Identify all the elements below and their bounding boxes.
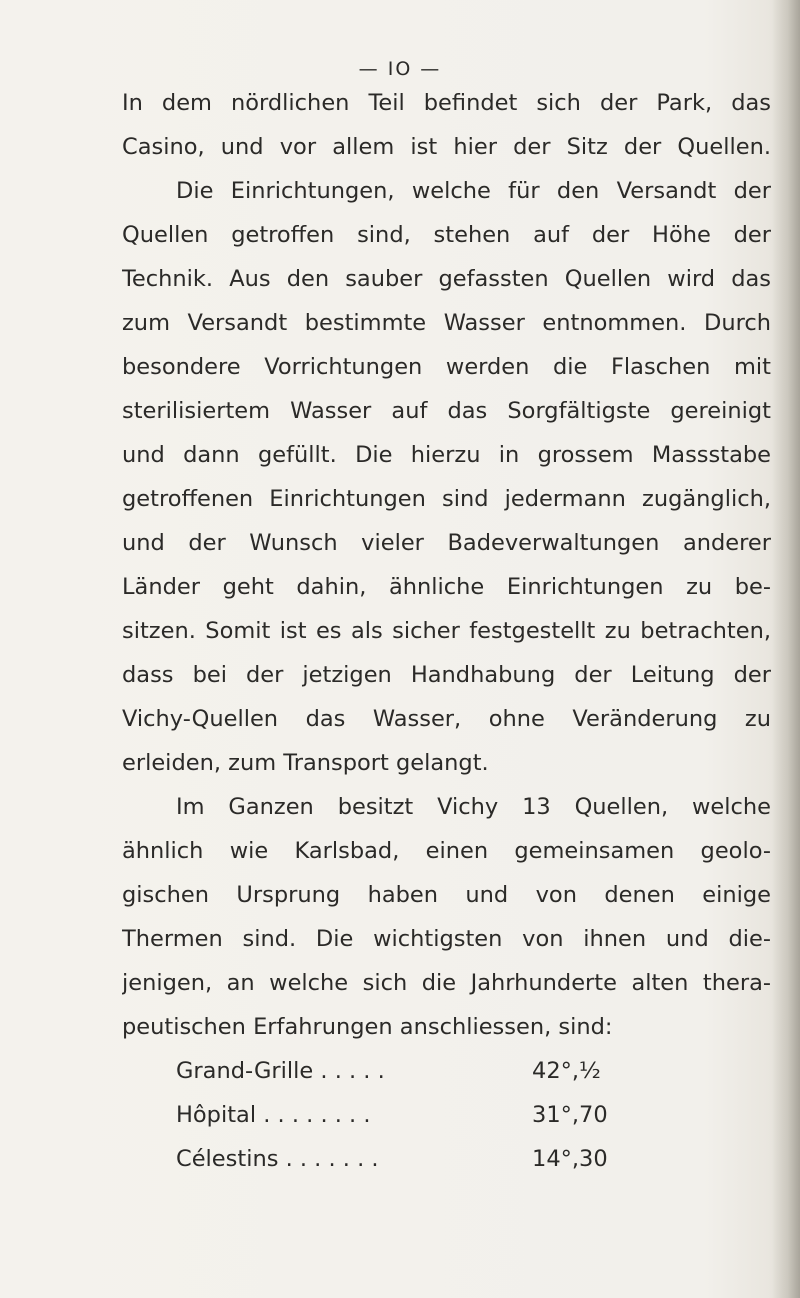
paragraph-2-line: Thermen sind. Die wichtigsten von ihnen und die- [122,926,771,952]
paragraph-1-line: Die Einrichtungen, welche für den Versandt der [176,178,771,204]
paragraph-1-line: zum Versandt bestimmte Wasser entnommen. Durch [122,310,771,336]
spring-name: Hôpital . . . . . . . . [176,1102,371,1128]
paragraph-2-line: Im Ganzen besitzt Vichy 13 Quellen, welche [176,794,771,820]
spring-name: Célestins . . . . . . . [176,1146,379,1172]
spring-temperature: 42°,½ [532,1058,601,1084]
paragraph-1-line: getroffenen Einrichtungen sind jedermann zugänglich, [122,486,771,512]
paragraph-1-line: und dann gefüllt. Die hierzu in grossem Massstabe [122,442,771,468]
paragraph-2-line: jenigen, an welche sich die Jahrhunderte alten thera- [122,970,771,996]
paragraph-1-line: dass bei der jetzigen Handhabung der Leitung der [122,662,771,688]
spring-temperature: 31°,70 [532,1102,608,1128]
paragraph-1-line: besondere Vorrichtungen werden die Flaschen mit [122,354,771,380]
paragraph-2-line: ähnlich wie Karlsbad, einen gemeinsamen geolo- [122,838,771,864]
spring-entry [176,1049,696,1093]
paragraph-2-line: peutischen Erfahrungen anschliessen, sind: [122,1014,613,1040]
paragraph-1-line: erleiden, zum Transport gelangt. [122,750,489,776]
paragraph-1-line: In dem nördlichen Teil befindet sich der Park, das [122,90,771,116]
paragraph-1-line: Technik. Aus den sauber gefassten Quellen wird das [122,266,771,292]
page-number: — IO — [358,58,442,80]
paragraph-1-line: Vichy-Quellen das Wasser, ohne Veränderung zu [122,706,771,732]
paragraph-1-line: Casino, und vor allem ist hier der Sitz der Quellen. [122,134,771,160]
page-edge-shadow [772,0,800,1298]
spring-entry [176,1093,696,1137]
paragraph-1-line: und der Wunsch vieler Badeverwaltungen anderer [122,530,771,556]
paragraph-2-line: gischen Ursprung haben und von denen einige [122,882,771,908]
spring-name: Grand-Grille . . . . . [176,1058,385,1084]
paragraph-1-line: Quellen getroffen sind, stehen auf der Höhe der [122,222,771,248]
paragraph-1-line: sitzen. Somit ist es als sicher festgestellt zu betrachten, [122,618,771,644]
spring-temperature: 14°,30 [532,1146,608,1172]
paragraph-1-line: sterilisiertem Wasser auf das Sorgfältigste gereinigt [122,398,771,424]
paragraph-1-line: Länder geht dahin, ähnliche Einrichtungen zu be- [122,574,771,600]
spring-entry [176,1137,696,1181]
